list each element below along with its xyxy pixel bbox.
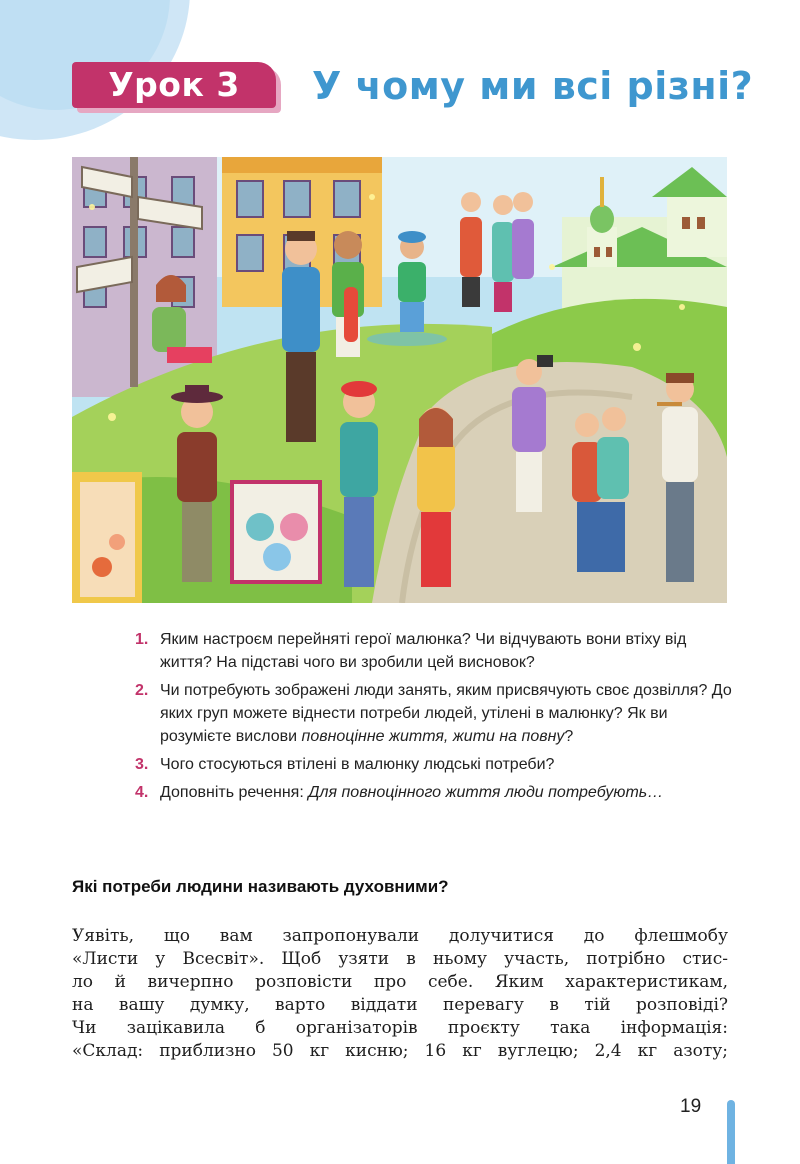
question-number: 4. (135, 784, 149, 801)
body-line: Чи зацікавила б організаторів проєкту така інформація: (72, 1018, 728, 1038)
page-edge-marker (727, 1100, 735, 1164)
question-text-italic: повноцінне життя, жити на повну (301, 728, 565, 745)
question-text: Чого стосуються втілені в малюнку людські потреби? (160, 756, 555, 773)
question-text: Доповніть речення: (160, 784, 309, 801)
lesson-badge: Урок 3 (72, 62, 276, 108)
page-number: 19 (680, 1096, 702, 1117)
body-line: Уявіть, що вам запропонували долучитися до флешмобу (72, 926, 728, 946)
question-number: 2. (135, 682, 149, 699)
question-text-italic: Для повноцінного життя люди потребують… (308, 784, 664, 801)
body-line: на вашу думку, варто віддати перевагу в тій розповіді? (72, 995, 728, 1015)
body-line: «Листи у Всесвіт». Щоб узяти в ньому участь, потрібно стис- (72, 949, 728, 969)
person-boy-skateboard (332, 231, 364, 357)
question-list (135, 628, 735, 809)
section-heading: Які потреби людини називають духовними? (72, 877, 449, 896)
question-item (135, 781, 735, 804)
park-illustration (72, 157, 727, 603)
question-item (135, 628, 735, 674)
question-text: ? (564, 728, 574, 745)
question-number: 1. (135, 631, 149, 648)
question-item (135, 753, 735, 776)
question-number: 3. (135, 756, 149, 773)
body-line: ло й вичерпно розповісти про себе. Яким характеристикам, (72, 972, 728, 992)
page-title: У чому ми всі різні? (312, 64, 754, 108)
question-text: Яким настроєм перейняті герої малюнка? Чи відчувають вони втіху від життя? На підставі чого ви зробили цей висновок? (160, 631, 687, 671)
person-girl-glasses (417, 407, 455, 587)
question-item (135, 679, 735, 748)
body-paragraph (72, 925, 728, 1063)
question-text: Чи потребують зображені люди занять, яким присвячують своє дозвілля? До яких груп можете віднести потреби людей, утілені в малюнку? Як ви розумієте вислови (160, 682, 732, 745)
body-line: «Склад: приблизно 50 кг кисню; 16 кг вуглецю; 2,4 кг азоту; (72, 1041, 728, 1061)
